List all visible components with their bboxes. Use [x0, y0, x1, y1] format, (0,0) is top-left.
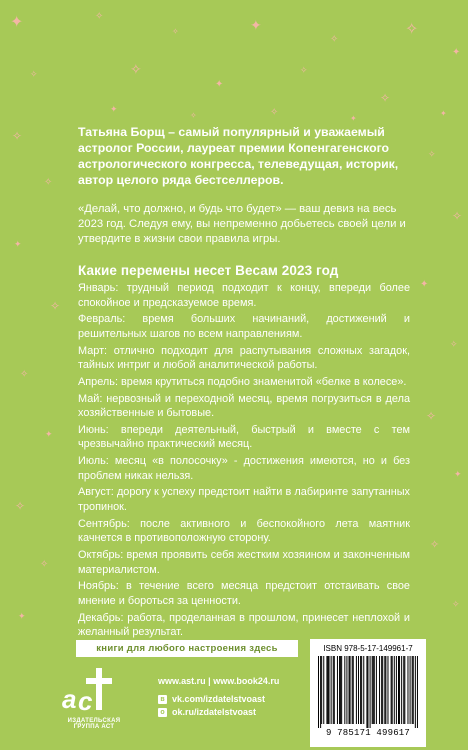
barcode-bar: [327, 656, 328, 724]
barcode-bar: [384, 656, 385, 724]
barcode-bar: [333, 656, 334, 724]
barcode-bar: [403, 656, 404, 724]
star-decoration: ✧: [190, 111, 197, 120]
barcode-bar: [344, 656, 345, 724]
barcode-bar: [413, 656, 414, 724]
star-decoration: ✧: [300, 65, 308, 75]
isbn-label: ISBN 978-5-17-149961-7: [323, 644, 413, 653]
star-decoration: ✧: [12, 129, 23, 143]
barcode-bar: [374, 656, 375, 724]
barcode-bar: [392, 656, 393, 724]
barcode-digits: 9 785171 499617: [325, 728, 410, 738]
star-decoration: ✦: [420, 279, 429, 290]
barcode-bar: [352, 656, 353, 724]
barcode-bar: [415, 656, 416, 728]
star-decoration: ✧: [428, 149, 436, 159]
author-bio: Татьяна Борщ – самый популярный и уважаемый астролог России, лауреат премии Копенгагенского астрологического конгресса, телеведущая, историк, автор целого ряда бестселлеров.: [78, 125, 399, 187]
month-february: Февраль: время больших начинаний, достижений и решительных шагов по всем направлениям.: [78, 313, 410, 340]
barcode-bar: [385, 656, 386, 724]
star-decoration: ✧: [50, 299, 61, 313]
barcode-bar: [401, 656, 402, 724]
star-decoration: ✦: [454, 469, 462, 479]
barcode-bar: [372, 656, 373, 724]
motto: «Делай, что должно, и будь что будет» — ваш девиз на весь 2023 год. Следуя ему, вы непременно добьетесь своей цели и утвердите в жизни свои правила игры.: [78, 203, 406, 245]
star-decoration: ✦: [350, 114, 357, 123]
barcode-bar: [337, 656, 338, 724]
month-january: Январь: трудный период подходит к концу, впереди более спокойное и предсказуемое время.: [78, 282, 410, 309]
vk-link[interactable]: vk.com/izdatelstvoast: [172, 694, 266, 704]
star-decoration: ✧: [40, 559, 49, 570]
barcode-bar: [358, 656, 359, 724]
barcode-bar: [329, 656, 330, 724]
barcode-bar: [353, 656, 354, 724]
star-decoration: ✧: [44, 177, 53, 188]
barcode-bar: [340, 656, 341, 724]
star-decoration: ✧: [405, 21, 419, 38]
month-june: Июнь: впереди деятельный, быстрый и вместе с тем чрезвычайно практический месяц.: [78, 423, 410, 451]
star-decoration: ✧: [380, 91, 391, 105]
month-forecast-list: [78, 281, 410, 640]
star-decoration: ✦: [440, 109, 447, 118]
back-cover-text: [78, 124, 410, 642]
publisher-links: [158, 676, 298, 720]
star-decoration: ✧: [130, 61, 142, 77]
star-decoration: ✧: [452, 599, 460, 609]
barcode-bar: [382, 656, 383, 724]
barcode-bar: [341, 656, 342, 724]
barcode-bar: [318, 656, 319, 728]
star-decoration: ✧: [430, 539, 440, 551]
publisher-caption: ИЗДАТЕЛЬСКАЯ ГРУППА АСТ: [67, 718, 121, 730]
star-decoration: ✧: [172, 27, 179, 36]
star-decoration: ✦: [110, 104, 118, 114]
barcode-bar: [339, 656, 340, 724]
barcode-bar: [356, 656, 357, 724]
month-december: Декабрь: работа, проделанная в прошлом, принесет неплохой и желанный результат.: [78, 611, 410, 639]
barcode-bar: [412, 656, 413, 724]
barcode-bar: [396, 656, 397, 724]
barcode-bar: [350, 656, 351, 724]
star-decoration: ✧: [95, 11, 104, 22]
isbn-barcode-box: [310, 639, 426, 747]
svg-text:а: а: [62, 684, 77, 714]
star-decoration: ✧: [450, 339, 458, 349]
vk-icon: в: [158, 695, 167, 704]
barcode-bar: [323, 656, 324, 724]
barcode-bar: [349, 656, 350, 724]
barcode-bar: [326, 656, 327, 724]
barcode-bar: [404, 656, 405, 724]
barcode-bar: [363, 656, 364, 724]
star-decoration: ✧: [15, 499, 26, 513]
barcode-bar: [410, 656, 411, 724]
barcode-bar: [394, 656, 395, 724]
barcode-bar: [346, 656, 347, 724]
website-links[interactable]: www.ast.ru | www.book24.ru: [158, 676, 280, 686]
barcode-bar: [370, 656, 371, 728]
ok-icon: о: [158, 708, 167, 717]
barcode-bar: [361, 656, 362, 724]
star-decoration: ✧: [330, 34, 339, 45]
month-july: Июль: месяц «в полосочку» - достижения имеются, но и без проблем никак нельзя.: [78, 455, 410, 482]
barcode-bar: [331, 656, 332, 724]
barcode-bar: [417, 656, 418, 728]
barcode: [318, 656, 418, 728]
barcode-bar: [407, 656, 408, 724]
svg-text:с: с: [78, 686, 93, 716]
star-decoration: ✦: [45, 429, 53, 439]
barcode-bar: [334, 656, 335, 724]
star-decoration: ✧: [30, 69, 38, 79]
star-decoration: ✧: [426, 409, 437, 423]
publisher-footer: [0, 634, 468, 750]
barcode-bar: [366, 656, 367, 728]
barcode-bar: [320, 656, 321, 728]
star-decoration: ✦: [215, 79, 224, 90]
barcode-bar: [379, 656, 380, 724]
tagline: книги для любого настроения здесь: [76, 640, 298, 657]
month-march: Март: отлично подходит для распутывания сложных загадок, тайных интриг и любой аналитической работы.: [78, 344, 410, 372]
month-april: Апрель: время крутиться подобно знаменитой «белке в колесе».: [78, 375, 407, 388]
star-decoration: ✦: [14, 239, 22, 249]
ok-link[interactable]: ok.ru/izdatelstvoast: [172, 707, 257, 717]
star-decoration: ✧: [20, 369, 29, 380]
month-august: Август: дорогу к успеху предстоит найти в лабиринте запутанных тропинок.: [78, 486, 410, 513]
star-decoration: ✦: [18, 611, 26, 621]
month-november: Ноябрь: в течение всего месяца предстоит отстаивать свое мнение и бороться за ценности.: [78, 580, 410, 607]
barcode-bar: [399, 656, 400, 724]
month-october: Октябрь: время проявить себя жестким хозяином и законченным материалистом.: [78, 548, 410, 576]
barcode-bar: [381, 656, 382, 724]
star-decoration: ✦: [250, 17, 262, 33]
month-september: Сентябрь: после активного и беспокойного лета маятник качнется в противоположную сторону.: [78, 517, 410, 545]
star-decoration: ✦: [10, 14, 24, 31]
barcode-bar: [367, 656, 368, 728]
barcode-bar: [387, 656, 388, 724]
month-may: Май: нервозный и переходной месяц, время погрузиться в дела хозяйственные и бытовые.: [78, 392, 410, 420]
barcode-bar: [376, 656, 377, 724]
section-title: Какие перемены несет Весам 2023 год: [78, 263, 339, 278]
star-decoration: ✦: [452, 47, 461, 58]
star-decoration: ✧: [452, 209, 463, 223]
barcode-bar: [373, 656, 374, 724]
barcode-bar: [391, 656, 392, 724]
star-decoration: ✧: [270, 107, 279, 118]
barcode-bar: [360, 656, 361, 724]
barcode-bar: [398, 656, 399, 724]
barcode-bar: [321, 656, 322, 724]
